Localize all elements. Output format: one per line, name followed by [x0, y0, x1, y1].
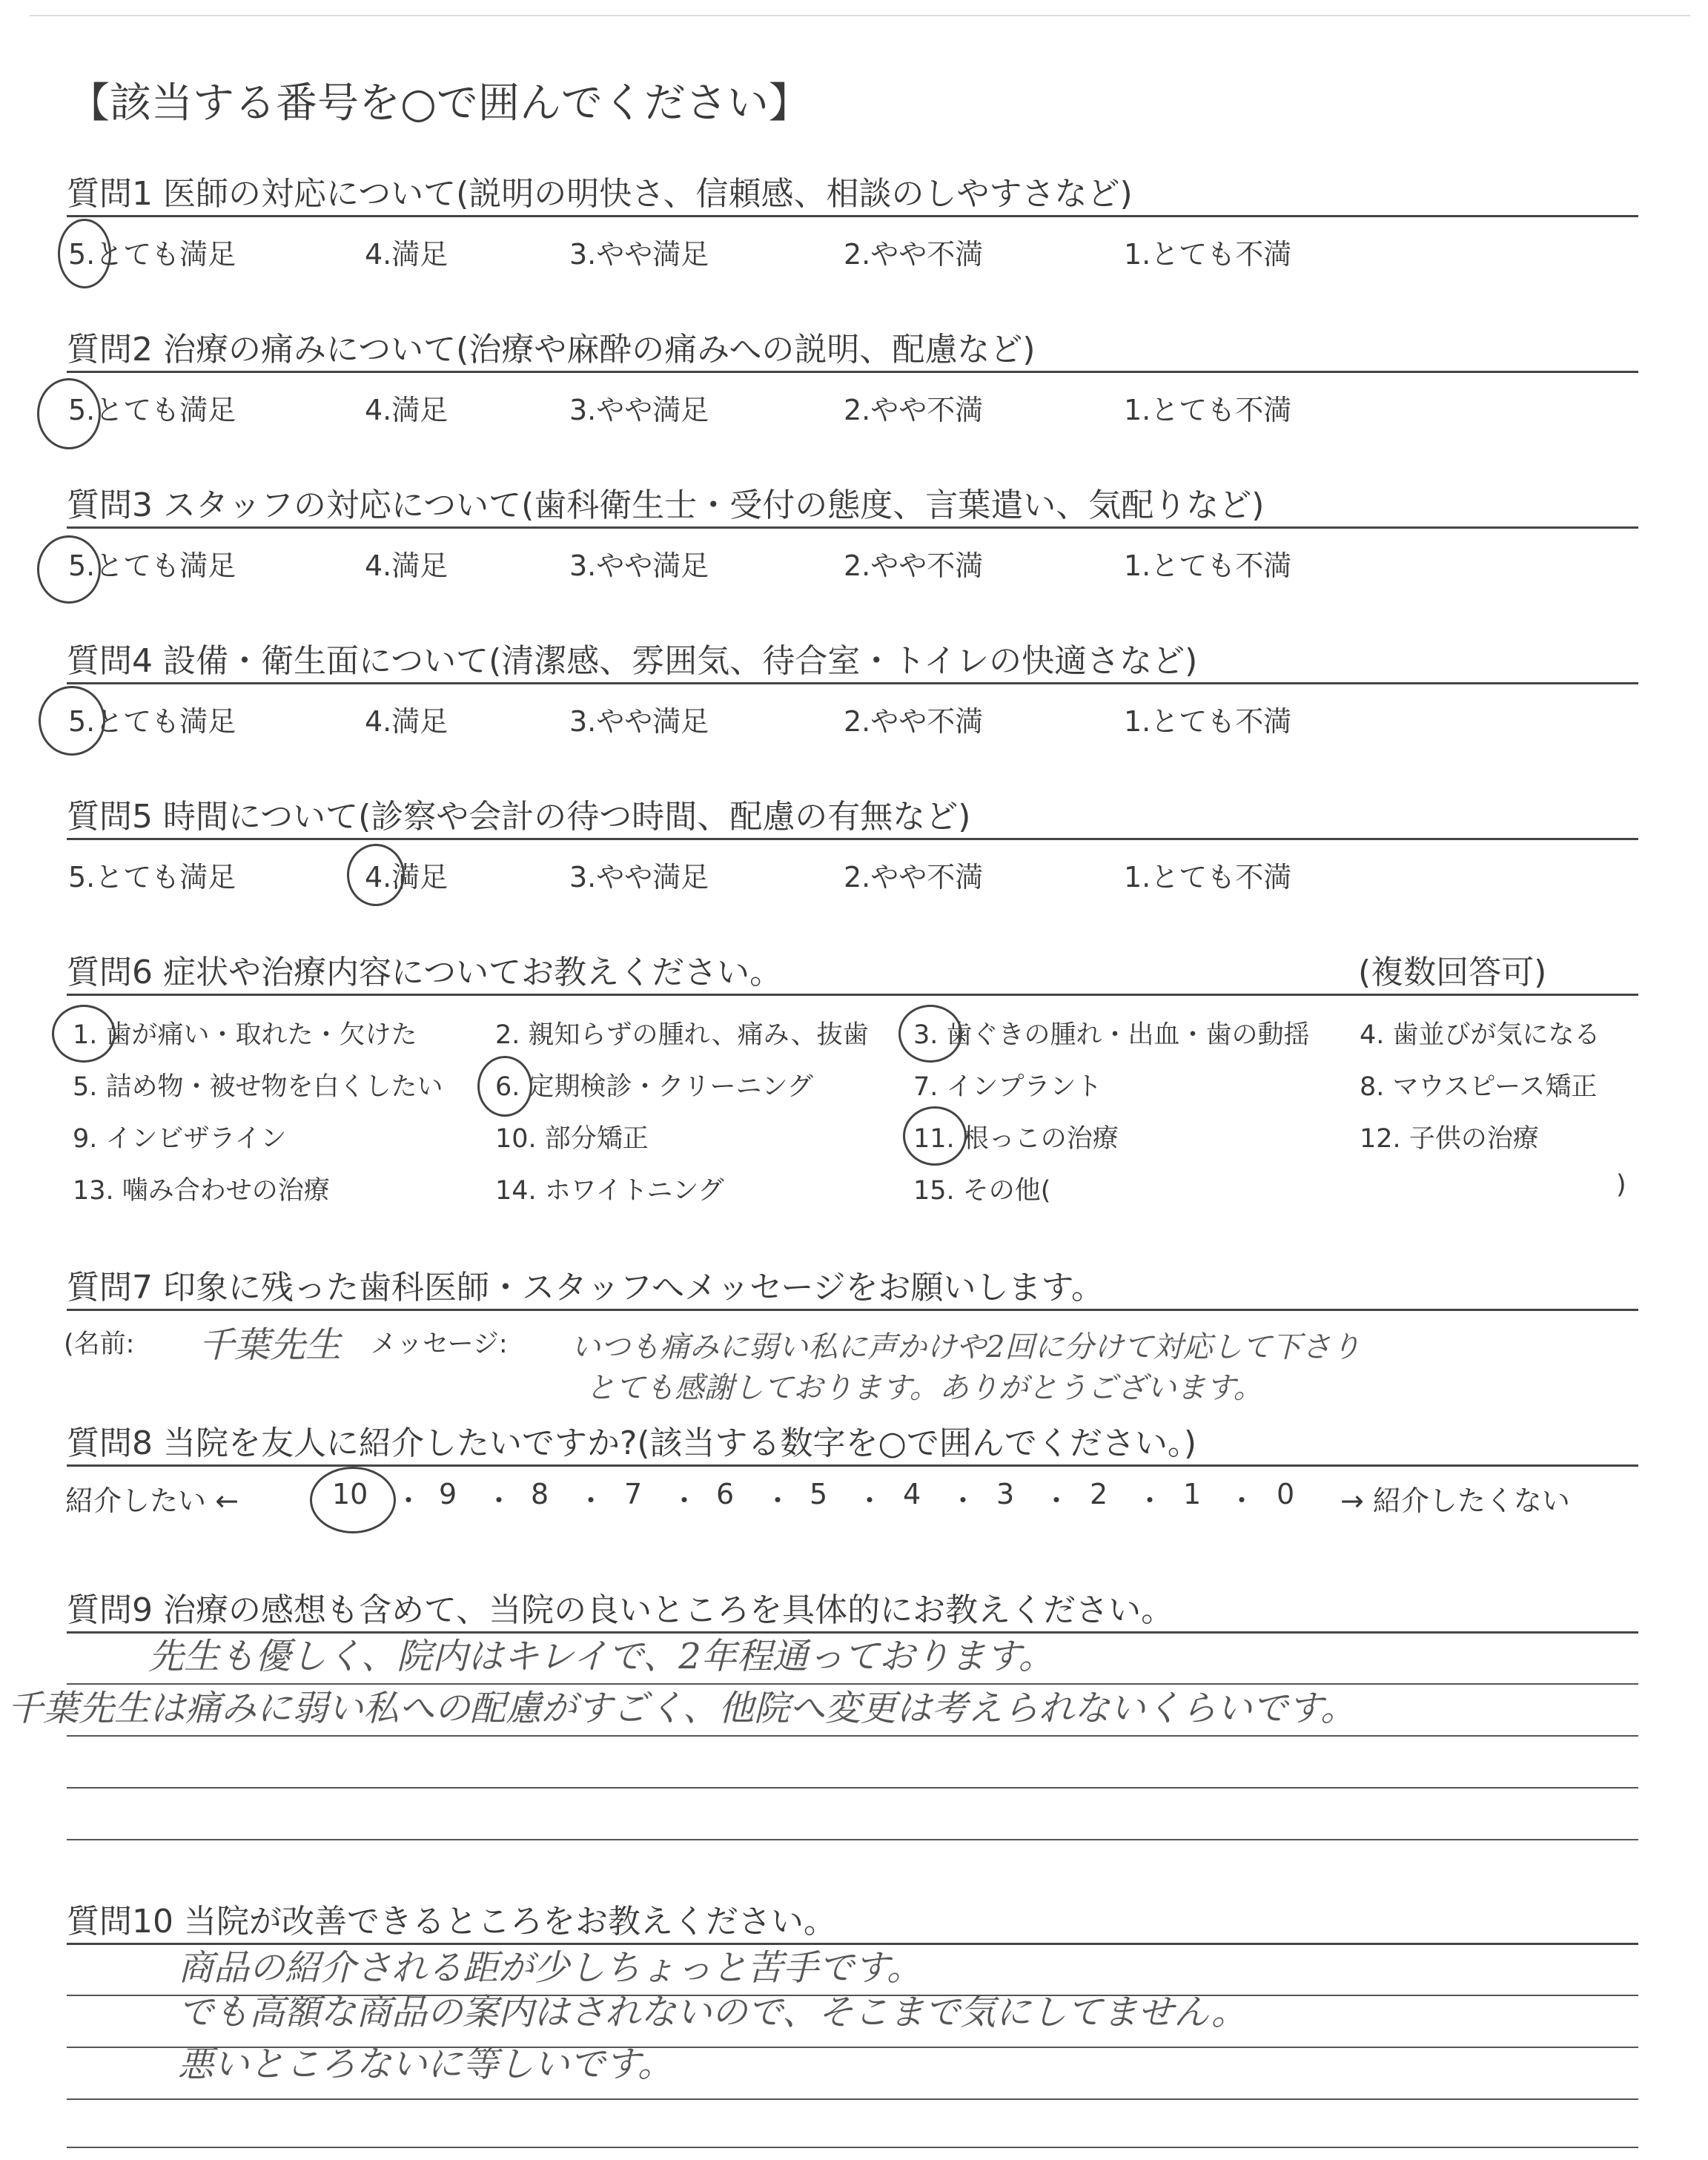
q8-right-label: → 紹介したくない	[1340, 1484, 1570, 1517]
q5-opt1[interactable]: 1.とても不満	[1124, 861, 1292, 894]
q5-answer-circle	[347, 844, 405, 906]
q10-line-4	[67, 2147, 1638, 2148]
q6-option-15[interactable]: 15. その他(	[913, 1176, 1051, 1206]
q6-option-6[interactable]: 6. 定期検診・クリーニング	[495, 1072, 813, 1102]
q8-dot: ・	[949, 1484, 978, 1517]
q6-option-4[interactable]: 4. 歯並びが気になる	[1360, 1020, 1601, 1050]
q8-num-1[interactable]: 1	[1183, 1478, 1202, 1510]
q6-label: 質問6 症状や治療内容についてお教えください。	[67, 954, 783, 991]
q6-answer-circle-11	[903, 1106, 967, 1166]
q4-rule	[67, 682, 1638, 684]
q8-dot: ・	[1042, 1484, 1071, 1517]
q3-rule	[67, 526, 1638, 529]
q8-dot: ・	[1136, 1484, 1165, 1517]
q4-answer-circle	[39, 686, 105, 756]
q6-option-12[interactable]: 12. 子供の治療	[1360, 1124, 1539, 1154]
q6-option-7[interactable]: 7. インプラント	[913, 1072, 1102, 1102]
q10-answer-line1[interactable]: 商品の紹介される距が少しちょっと苦手です。	[178, 1947, 923, 1989]
q8-num-0[interactable]: 0	[1277, 1478, 1295, 1510]
q8-num-4[interactable]: 4	[903, 1478, 921, 1510]
q8-rule	[67, 1464, 1638, 1467]
q8-num-5[interactable]: 5	[810, 1478, 828, 1510]
q1-opt5[interactable]: 5.とても満足	[68, 238, 236, 271]
q4-opt2[interactable]: 2.やや不満	[844, 705, 984, 738]
q10-line-3	[67, 2098, 1638, 2100]
q5-opt4[interactable]: 4.満足	[365, 861, 448, 894]
q9-label: 質問9 治療の感想も含めて、当院の良いところを具体的にお教えください。	[67, 1591, 1174, 1629]
q2-label: 質問2 治療の痛みについて(治療や麻酔の痛みへの説明、配慮など)	[67, 331, 1036, 369]
q3-opt5[interactable]: 5.とても満足	[68, 549, 236, 582]
q7-rule	[67, 1309, 1638, 1311]
q1-rule	[67, 215, 1638, 217]
q6-option-13[interactable]: 13. 噛み合わせの治療	[73, 1176, 330, 1206]
q5-opt2[interactable]: 2.やや不満	[844, 861, 984, 894]
q5-rule	[67, 838, 1638, 840]
q6-multi-note: (複数回答可)	[1358, 954, 1547, 991]
q6-option-5[interactable]: 5. 詰め物・被せ物を白くしたい	[73, 1072, 443, 1102]
q6-option-14[interactable]: 14. ホワイトニング	[495, 1176, 724, 1206]
q8-num-8[interactable]: 8	[531, 1478, 549, 1510]
page-top-edge	[30, 15, 1690, 16]
q9-line-2	[67, 1735, 1638, 1737]
q1-opt2[interactable]: 2.やや不満	[844, 238, 984, 271]
q5-opt3[interactable]: 3.やや満足	[569, 861, 709, 894]
q7-label: 質問7 印象に残った歯科医師・スタッフへメッセージをお願いします。	[67, 1269, 1104, 1307]
q3-opt1[interactable]: 1.とても不満	[1124, 549, 1292, 582]
q2-answer-circle	[37, 378, 101, 449]
q8-dot: ・	[394, 1484, 423, 1517]
q6-answer-circle-3	[898, 1005, 962, 1063]
q1-opt4[interactable]: 4.満足	[365, 238, 448, 271]
q6-option-9[interactable]: 9. インビザライン	[73, 1124, 287, 1154]
q3-answer-circle	[37, 535, 101, 604]
q8-num-3[interactable]: 3	[996, 1478, 1015, 1510]
q6-option-11[interactable]: 11. 根っこの治療	[913, 1124, 1119, 1154]
q8-dot: ・	[670, 1484, 699, 1517]
q8-dot: ・	[855, 1484, 884, 1517]
q9-answer-line1[interactable]: 先生も優しく、院内はキレイで、2年程通っております。	[148, 1636, 1054, 1677]
q6-answer-circle-6	[477, 1056, 532, 1117]
q9-answer-line2[interactable]: 千葉先生は痛みに弱い私への配慮がすごく、他院へ変更は考えられないくらいです。	[7, 1688, 1357, 1729]
q5-opt5[interactable]: 5.とても満足	[68, 861, 236, 894]
q5-label: 質問5 時間について(診察や会計の待つ時間、配慮の有無など)	[67, 798, 971, 836]
q9-line-4	[67, 1839, 1638, 1840]
q2-opt4[interactable]: 4.満足	[365, 394, 448, 426]
q7-message-line2[interactable]: とても感謝しております。ありがとうございます。	[586, 1371, 1263, 1405]
q4-opt3[interactable]: 3.やや満足	[569, 705, 709, 738]
q2-opt5[interactable]: 5.とても満足	[68, 394, 236, 426]
q6-option-1[interactable]: 1. 歯が痛い・取れた・欠けた	[73, 1020, 417, 1050]
q8-num-9[interactable]: 9	[439, 1478, 457, 1510]
q3-opt2[interactable]: 2.やや不満	[844, 549, 984, 582]
q7-message-label: メッセージ:	[371, 1330, 508, 1359]
q6-answer-circle-1	[52, 1005, 116, 1063]
q8-dot: ・	[485, 1484, 514, 1517]
q7-name-value[interactable]: 千葉先生	[199, 1324, 342, 1366]
q8-dot: ・	[577, 1484, 606, 1517]
q7-message-line1[interactable]: いつも痛みに弱い私に声かけや2回に分けて対応して下さり	[571, 1330, 1361, 1364]
q4-opt5[interactable]: 5.とても満足	[68, 705, 236, 738]
q2-opt3[interactable]: 3.やや満足	[569, 394, 709, 426]
q1-opt3[interactable]: 3.やや満足	[569, 238, 709, 271]
q8-dot: ・	[1228, 1484, 1257, 1517]
q2-rule	[67, 371, 1638, 373]
q8-num-2[interactable]: 2	[1090, 1478, 1108, 1510]
q7-name-label: (名前:	[64, 1330, 135, 1359]
q3-label: 質問3 スタッフの対応について(歯科衛生士・受付の態度、言葉遣い、気配りなど)	[67, 486, 1265, 524]
q1-opt1[interactable]: 1.とても不満	[1124, 238, 1292, 271]
q6-option-8[interactable]: 8. マウスピース矯正	[1360, 1072, 1598, 1102]
q6-rule	[67, 994, 1638, 996]
q1-answer-circle	[58, 219, 111, 288]
q2-opt2[interactable]: 2.やや不満	[844, 394, 984, 426]
q4-opt4[interactable]: 4.満足	[365, 705, 448, 738]
q8-dot: ・	[764, 1484, 792, 1517]
q1-label: 質問1 医師の対応について(説明の明快さ、信頼感、相談のしやすさなど)	[67, 175, 1133, 213]
q3-opt4[interactable]: 4.満足	[365, 549, 448, 582]
q8-num-10[interactable]: 10	[332, 1478, 368, 1510]
q8-label: 質問8 当院を友人に紹介したいですか?(該当する数字を○で囲んでください。)	[67, 1424, 1197, 1462]
q8-num-6[interactable]: 6	[716, 1478, 735, 1510]
q8-num-7[interactable]: 7	[624, 1478, 643, 1510]
q3-opt3[interactable]: 3.やや満足	[569, 549, 709, 582]
q10-answer-line2[interactable]: でも高額な商品の案内はされないので、そこまで気にしてません。	[178, 1992, 1247, 2033]
q8-left-label: 紹介したい ←	[65, 1484, 239, 1517]
q9-line-3	[67, 1787, 1638, 1789]
q4-label: 質問4 設備・衛生面について(清潔感、雰囲気、待合室・トイレの快適さなど)	[67, 642, 1198, 680]
q4-opt1[interactable]: 1.とても不満	[1124, 705, 1292, 738]
q8-answer-circle	[310, 1467, 396, 1533]
q6-option-3[interactable]: 3. 歯ぐきの腫れ・出血・歯の動揺	[913, 1020, 1310, 1050]
q6-option-15-close: )	[1616, 1170, 1626, 1200]
page-title: 【該当する番号を○で囲んでください】	[68, 79, 810, 128]
q10-label: 質問10 当院が改善できるところをお教えください。	[67, 1903, 836, 1941]
q2-opt1[interactable]: 1.とても不満	[1124, 394, 1292, 426]
q10-answer-line3[interactable]: 悪いところないに等しいです。	[178, 2044, 674, 2085]
q6-option-10[interactable]: 10. 部分矯正	[495, 1124, 649, 1154]
q6-option-2[interactable]: 2. 親知らずの腫れ、痛み、抜歯	[495, 1020, 869, 1050]
